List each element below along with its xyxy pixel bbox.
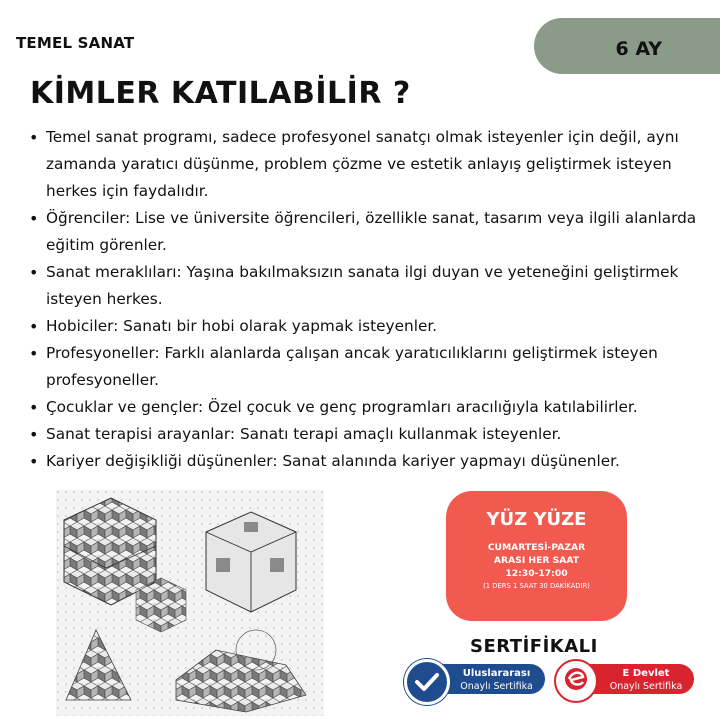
badge-label: Uluslararası — [462, 668, 531, 679]
list-item: • Temel sanat programı, sadece profesyonel sanatçı olmak isteyenler için değil, aynı zamanda yaratıcı düşünme, problem çözme ve estetik anlayış geliştirmek isteyen herkes için faydalıdır. — [26, 124, 712, 205]
list-item: • Kariyer değişikliği düşünenler: Sanat alanında kariyer yapmayı düşünenler. — [26, 448, 712, 475]
list-item: • Sanat meraklıları: Yaşına bakılmaksızın sanata ilgi duyan ve yeteneğini geliştirmek isteyen herkes. — [26, 259, 712, 313]
section-heading: KİMLER KATILABİLİR ? — [30, 76, 411, 111]
list-item: • Profesyoneller: Farklı alanlarda çalışan ancak yaratıcılıklarını geliştirmek isteyen profesyoneller. — [26, 340, 712, 394]
schedule-hours: 12:30-17:00 — [505, 568, 568, 579]
page-title: TEMEL SANAT — [16, 34, 135, 52]
schedule-card — [446, 491, 627, 621]
edevlet-logo-icon — [554, 659, 598, 703]
badge-sublabel: Onaylı Sertifika — [609, 681, 683, 692]
certificate-heading: SERTİFİKALI — [470, 636, 598, 657]
list-item: • Sanat terapisi arayanlar: Sanatı terapi amaçlı kullanmak isteyenler. — [26, 421, 712, 448]
list-item: • Hobiciler: Sanatı bir hobi olarak yapmak isteyenler. — [26, 313, 712, 340]
eligibility-list — [26, 124, 712, 475]
cube-drawings-image — [56, 490, 324, 716]
list-item: • Öğrenciler: Lise ve üniversite öğrencileri, özellikle sanat, tasarım veya ilgili alanlarda eğitim görenler. — [26, 205, 712, 259]
schedule-note: (1 DERS 1 SAAT 30 DAKİKADIR) — [483, 582, 590, 590]
schedule-days — [446, 541, 627, 580]
badge-sublabel: Onaylı Sertifika — [460, 681, 533, 692]
list-item: • Çocuklar ve gençler: Özel çocuk ve genç programları aracılığıyla katılabilirler. — [26, 394, 712, 421]
duration-label: 6 AY — [615, 38, 662, 60]
schedule-title: YÜZ YÜZE — [486, 509, 587, 530]
schedule-days-line2: ARASI HER SAAT — [493, 555, 580, 566]
badge-label: E Devlet — [622, 668, 670, 679]
check-icon — [404, 659, 450, 705]
schedule-days-line1: CUMARTESİ-PAZAR — [487, 542, 586, 553]
cube-cluster-drawing — [136, 578, 186, 632]
